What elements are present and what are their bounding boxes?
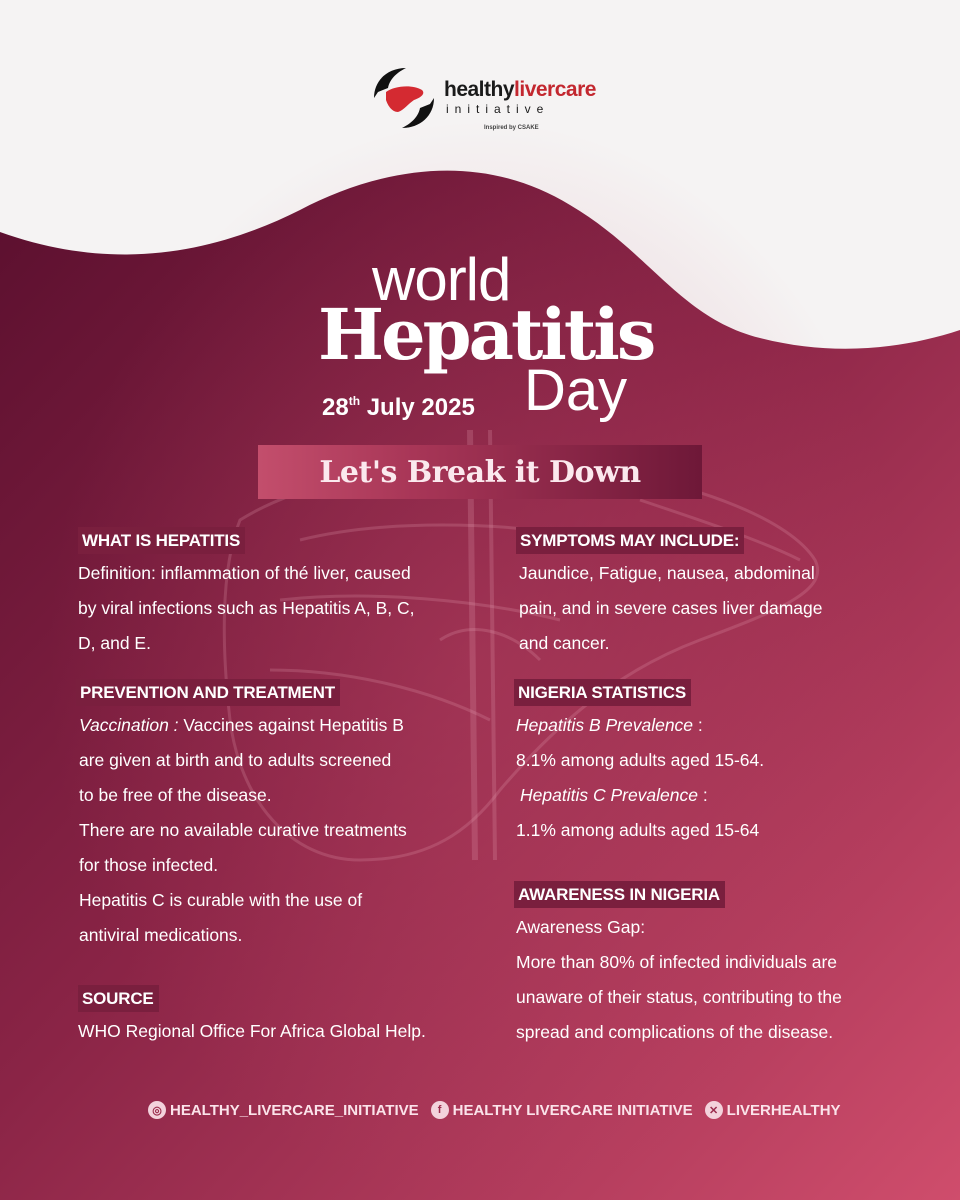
section-heading: WHAT IS HEPATITIS [78,527,245,554]
body-line [79,708,476,743]
x-icon: ✕ [705,1101,723,1119]
section-heading: SOURCE [78,985,159,1012]
section-body [78,556,478,661]
body-line: Definition: inflammation of thé liver, caused [78,563,411,583]
brand-name-part1: healthy [444,78,515,101]
section-heading: AWARENESS IN NIGERIA [514,881,725,908]
body-line: There are no available curative treatments [79,820,407,840]
section-heading: NIGERIA STATISTICS [514,679,691,706]
instagram-handle: HEALTHY_LIVERCARE_INITIATIVE [170,1101,419,1119]
body-line: More than 80% of infected individuals are [516,952,838,972]
body-line: are given at birth and to adults screened [79,750,392,770]
hbv-colon: : [693,715,703,735]
section-body [514,910,944,1050]
date-suffix: th [348,394,361,408]
body-line: and cancer. [519,633,610,653]
body-line: pain, and in severe cases liver damage [519,598,823,618]
hcv-colon: : [698,785,708,805]
title-world: world [372,246,511,313]
facebook-handle-link[interactable] [431,1101,693,1119]
section-awareness [514,881,944,1050]
banner-text: Let's Break it Down [319,454,641,490]
vaccination-text: Vaccines against Hepatitis B [178,715,404,735]
body-line: unaware of their status, contributing to the [516,987,842,1007]
body-line: antiviral medications. [79,925,243,945]
section-source [78,985,498,1049]
title-day: Day [524,358,628,423]
section-symptoms [516,527,936,661]
body-line: 1.1% among adults aged 15-64 [516,820,760,840]
body-line: for those infected. [79,855,219,875]
body-line: D, and E. [78,633,151,653]
liver-hands-logo-icon [368,62,440,134]
section-what-is-hepatitis [78,527,478,661]
body-line: WHO Regional Office For Africa Global Help. [78,1021,426,1041]
body-line: spread and complications of the disease. [516,1022,834,1042]
brand-subtitle: initiative [446,102,550,116]
event-date [322,394,475,422]
breakdown-banner [258,445,702,499]
brand-tagline: Inspired by CSAKE [484,125,539,131]
section-heading: SYMPTOMS MAY INCLUDE: [516,527,744,554]
x-handle-link[interactable] [705,1101,841,1119]
x-handle: LIVERHEALTHY [726,1101,841,1119]
instagram-icon: ◎ [148,1101,166,1119]
section-prevention-treatment [76,679,476,953]
date-day: 28 [322,394,349,421]
body-line [516,778,934,813]
section-body [514,708,934,848]
section-nigeria-statistics [514,679,934,848]
body-line: 8.1% among adults aged 15-64. [516,750,765,770]
brand-logo [368,62,608,142]
brand-name-part2: livercare [514,78,596,101]
body-line: to be free of the disease. [79,785,272,805]
hcv-label: Hepatitis C Prevalence [520,785,698,805]
section-heading: PREVENTION AND TREATMENT [76,679,340,706]
body-line [516,708,934,743]
date-rest: July 2025 [366,394,475,421]
facebook-icon: f [431,1101,449,1119]
body-line: Jaundice, Fatigue, nausea, abdominal [519,563,815,583]
body-line: Hepatitis C is curable with the use of [79,890,363,910]
instagram-handle-link[interactable] [148,1101,419,1119]
social-footer [148,1101,853,1119]
body-line: by viral infections such as Hepatitis A, B, C, [78,598,415,618]
section-body [516,556,936,661]
vaccination-label: Vaccination : [79,715,179,735]
facebook-handle: HEALTHY LIVERCARE INITIATIVE [452,1101,693,1119]
section-body [78,1014,498,1049]
body-line: Awareness Gap: [516,917,646,937]
title-hepatitis: Hepatitis [318,293,654,376]
brand-wordmark [444,78,596,102]
section-body [76,708,476,953]
hbv-label: Hepatitis B Prevalence [516,715,694,735]
